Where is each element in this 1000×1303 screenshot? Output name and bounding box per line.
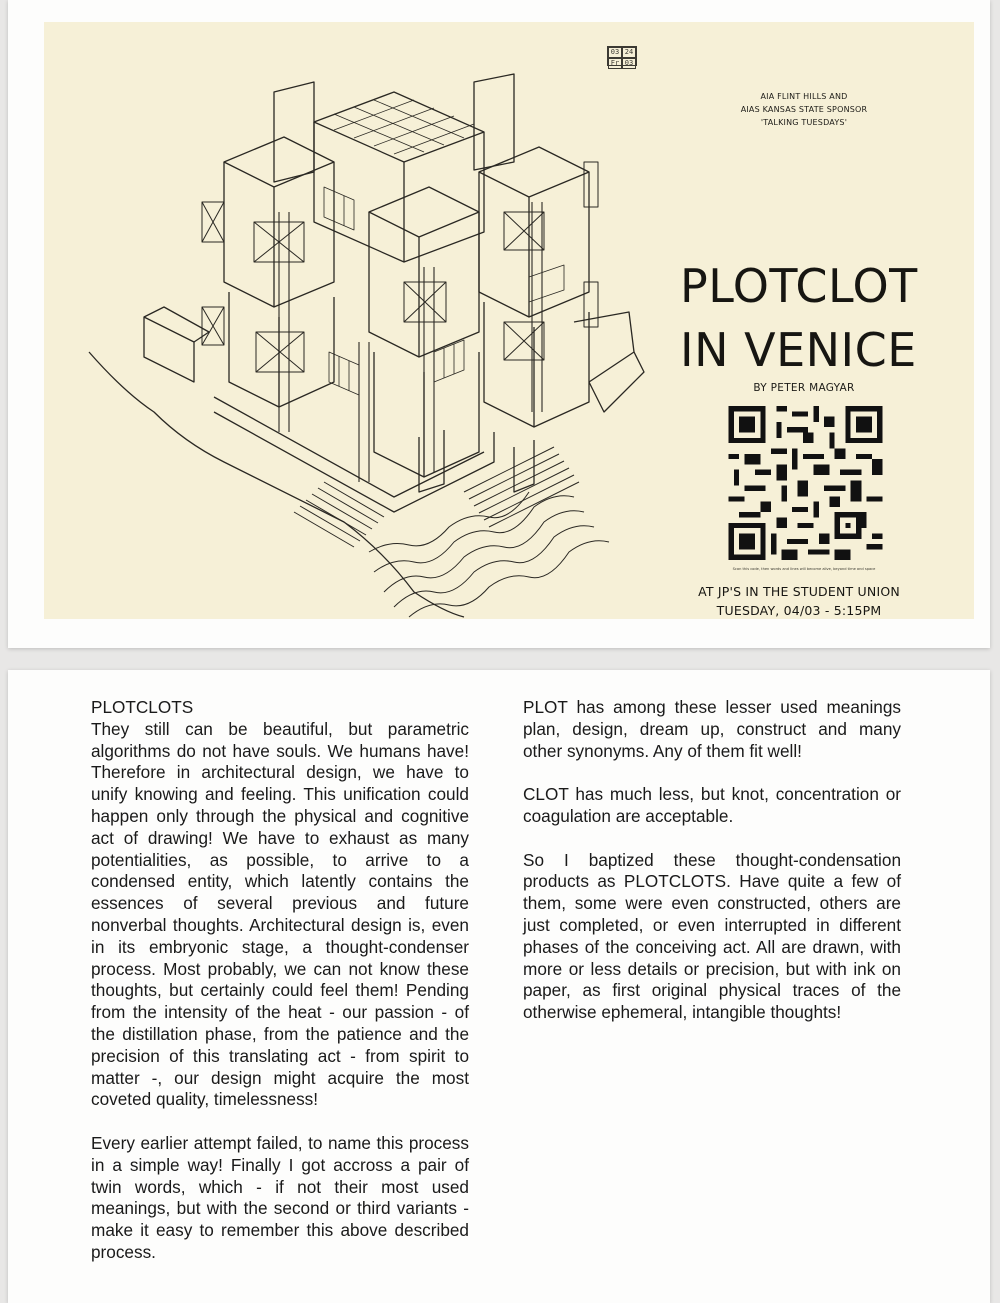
essay-left-column [91,697,469,1286]
sponsor-line: 'TALKING TUESDAYS' [760,118,848,127]
venue-info [684,582,914,619]
stamp-cell: 03 [608,47,622,58]
essay-paragraph: PLOT has among these lesser used meanings plan, design, dream up, construct and many other synonyms. Any of them fit well! [523,697,901,761]
title-line: PLOTCLOT [680,259,918,313]
essay-page [8,670,990,1303]
essay-paragraph [91,697,469,1111]
title-line: IN VENICE [680,323,917,377]
poster [44,22,974,619]
essay-right-column [523,697,901,1046]
stamp-cell: Fr [608,58,622,69]
venue-line: AT JP'S IN THE STUDENT UNION [698,584,900,599]
essay-heading: PLOTCLOTS [91,697,194,717]
poster-page [8,0,990,648]
byline: BY PETER MAGYAR [753,382,855,394]
essay-paragraph: CLOT has much less, but knot, concentration or coagulation are acceptable. [523,784,901,826]
qr-code[interactable] [727,406,884,560]
architectural-sketch [84,52,664,619]
sponsor-line: AIA FLINT HILLS AND [760,92,848,101]
essay-text: They still can be beautiful, but parametric algorithms do not have souls. We humans have! Therefore in architectural design, we have to unify knowing and feeling. This unification could happen only through the physical and cognitive act of drawing! We have to exhaust as many potentialities, as possible, to arrive to a condensed entity, which latently contains the essences of several previous and future nonverbal thoughts. Architectural design is, even in its embryonic stage, a thought-condenser process. Most probably, we can not know these thoughts, but certainly could feel them! Pending from the intensity of the heat - our passion - of the distillation phase, from the patience and the precision of this translating act - from spirit to matter -, our design might acquire the most coveted quality, timelessness! [91,718,469,1110]
stamp-cell: 24 [622,47,636,58]
stamp-cell: 03 [622,58,636,69]
event-datetime: TUESDAY, 04/03 - 5:15PM [716,603,882,618]
sponsor-text [704,90,904,129]
poster-title [680,254,940,382]
qr-caption: Scan this code, then words and lines will become alive, beyond time and space [732,567,876,571]
sponsor-line: AIAS KANSAS STATE SPONSOR [740,105,868,114]
essay-paragraph: So I baptized these thought-condensation products as PLOTCLOTS. Have quite a few of them, some were even constructed, others are just completed, or even interrupted in different phases of the conceiving act. All are drawn, with more or less details or precision, but with ink on paper, as first original physical traces of the otherwise ephemeral, intangible thoughts! [523,849,901,1023]
essay-paragraph: Every earlier attempt failed, to name this process in a simple way! Finally I got accross a pair of twin words, which - if not their most used meanings, but with the second or third variants - make it easy to remember this above described process. [91,1132,469,1262]
